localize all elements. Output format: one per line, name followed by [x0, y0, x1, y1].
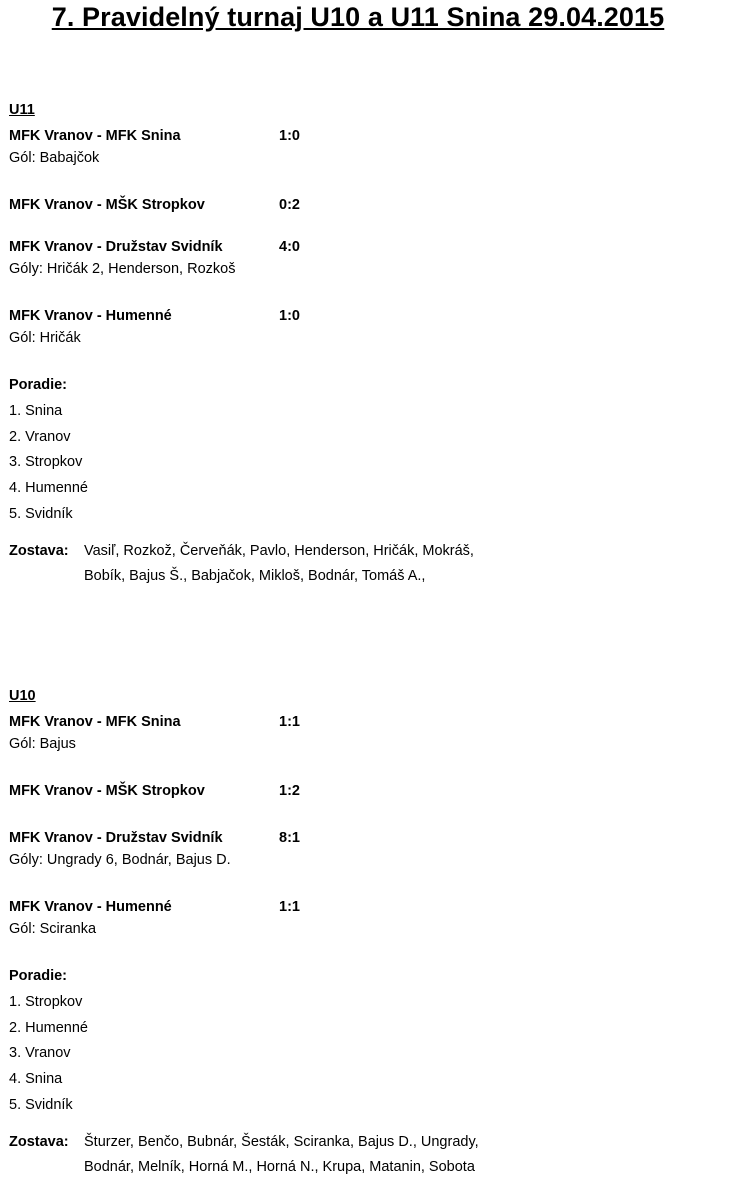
ranking-item: 3. Stropkov — [9, 454, 83, 471]
match-row — [9, 781, 709, 803]
match-teams: MFK Vranov - MŠK Stropkov — [9, 197, 205, 213]
match-score: 1:0 — [279, 308, 300, 324]
poradie-heading: Poradie: — [9, 377, 68, 393]
match-teams: MFK Vranov - MFK Snina — [9, 128, 181, 144]
match-row — [9, 126, 709, 148]
match-score: 4:0 — [279, 239, 300, 255]
match-row — [9, 828, 709, 850]
match-teams: MFK Vranov - MŠK Stropkov — [9, 783, 205, 799]
match-teams: MFK Vranov - Družstav Svidník — [9, 239, 223, 255]
lineup — [9, 539, 709, 589]
ranking-item: 1. Snina — [9, 403, 63, 419]
section-label-u10: U10 — [9, 688, 36, 704]
match-score: 1:2 — [279, 783, 300, 799]
lineup-line: Vasiľ, Rozkož, Červeňák, Pavlo, Henderson, Hričák, Mokráš, — [84, 543, 474, 560]
match-row — [9, 897, 709, 919]
ranking-item: 1. Stropkov — [9, 994, 83, 1010]
ranking-item: 2. Humenné — [9, 1019, 88, 1036]
lineup-label: Zostava: — [9, 543, 69, 560]
poradie-heading: Poradie: — [9, 968, 68, 984]
match-row — [9, 306, 709, 328]
match-row — [9, 712, 709, 734]
match-goals: Góly: Ungrady 6, Bodnár, Bajus D. — [9, 852, 231, 868]
ranking-item: 5. Svidník — [9, 505, 73, 522]
match-score: 8:1 — [279, 830, 300, 846]
ranking-item: 2. Vranov — [9, 428, 71, 445]
match-row — [9, 237, 709, 259]
section-label-u11: U11 — [9, 102, 35, 118]
lineup-label: Zostava: — [9, 1134, 69, 1151]
ranking-item: 5. Svidník — [9, 1096, 73, 1113]
ranking-item: 4. Snina — [9, 1071, 63, 1088]
match-goals: Góly: Hričák 2, Henderson, Rozkoš — [9, 261, 236, 277]
page-title: 7. Pravidelný turnaj U10 a U11 Snina 29.04.2015 — [51, 2, 665, 32]
match-goals: Gól: Hričák — [9, 330, 81, 346]
match-goals: Gól: Bajus — [9, 736, 76, 752]
match-teams: MFK Vranov - Humenné — [9, 308, 172, 324]
ranking-item: 3. Vranov — [9, 1045, 71, 1062]
match-teams: MFK Vranov - Družstav Svidník — [9, 830, 223, 846]
lineup — [9, 1130, 709, 1180]
match-goals: Gól: Sciranka — [9, 921, 97, 937]
match-score: 0:2 — [279, 197, 300, 213]
u11-section — [9, 100, 709, 589]
lineup-line: Bobík, Bajus Š., Babjačok, Mikloš, Bodnár, Tomáš A., — [84, 568, 426, 585]
match-goals: Gól: Babajčok — [9, 150, 100, 166]
match-score: 1:1 — [279, 714, 300, 730]
match-score: 1:1 — [279, 899, 300, 915]
lineup-line: Bodnár, Melník, Horná M., Horná N., Krupa, Matanin, Sobota — [84, 1159, 475, 1176]
match-score: 1:0 — [279, 128, 300, 144]
u10-section — [9, 686, 709, 1180]
ranking-item: 4. Humenné — [9, 480, 88, 497]
match-teams: MFK Vranov - Humenné — [9, 899, 172, 915]
match-row — [9, 195, 709, 217]
match-teams: MFK Vranov - MFK Snina — [9, 714, 181, 730]
lineup-line: Šturzer, Benčo, Bubnár, Šesták, Sciranka, Bajus D., Ungrady, — [84, 1134, 479, 1151]
